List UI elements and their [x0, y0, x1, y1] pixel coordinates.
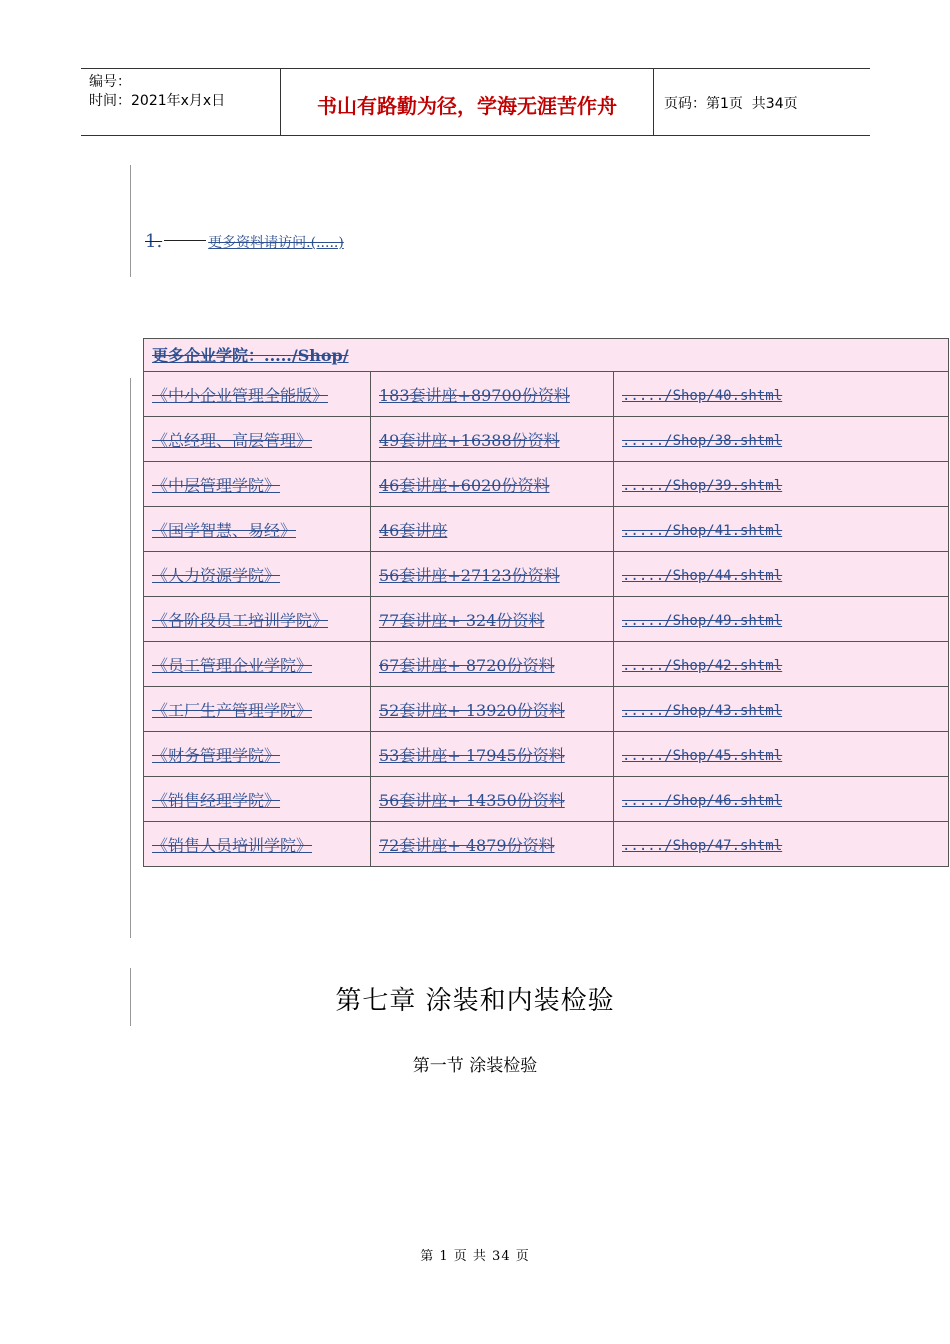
course-url[interactable]: ...../Shop/49.shtml	[614, 597, 949, 642]
course-count[interactable]: 49套讲座+16388份资料	[371, 417, 614, 462]
number-label: 编号：	[89, 74, 131, 90]
course-count[interactable]: 77套讲座+ 324份资料	[371, 597, 614, 642]
table-row	[144, 417, 949, 462]
table-row	[144, 507, 949, 552]
course-url[interactable]: ...../Shop/46.shtml	[614, 777, 949, 822]
header-meta	[81, 69, 281, 135]
time-label: 时间：2021年x月x日	[89, 93, 226, 109]
course-name[interactable]: 《总经理、高层管理》	[144, 417, 371, 462]
course-count[interactable]: 46套讲座+6020份资料	[371, 462, 614, 507]
course-name[interactable]: 《国学智慧、易经》	[144, 507, 371, 552]
course-count[interactable]: 183套讲座+89700份资料	[371, 372, 614, 417]
course-name[interactable]: 《员工管理企业学院》	[144, 642, 371, 687]
course-name[interactable]: 《销售人员培训学院》	[144, 822, 371, 867]
table-row	[144, 732, 949, 777]
course-name[interactable]: 《销售经理学院》	[144, 777, 371, 822]
course-url[interactable]: ...../Shop/40.shtml	[614, 372, 949, 417]
chapter-title: 第七章 涂装和内装检验	[335, 986, 615, 1016]
course-url[interactable]: ...../Shop/38.shtml	[614, 417, 949, 462]
margin-line-top	[130, 165, 131, 277]
header-motto: 书山有路勤为径，学海无涯苦作舟	[281, 69, 654, 135]
document-header	[81, 68, 870, 136]
course-name[interactable]: 《各阶段员工培训学院》	[144, 597, 371, 642]
course-count[interactable]: 67套讲座+ 8720份资料	[371, 642, 614, 687]
page-label: 页码：第1页 共34页	[664, 96, 798, 112]
course-count[interactable]: 52套讲座+ 13920份资料	[371, 687, 614, 732]
course-url[interactable]: ...../Shop/43.shtml	[614, 687, 949, 732]
course-url[interactable]: ...../Shop/47.shtml	[614, 822, 949, 867]
table-row	[144, 552, 949, 597]
course-url[interactable]: ...../Shop/44.shtml	[614, 552, 949, 597]
course-url[interactable]: ...../Shop/41.shtml	[614, 507, 949, 552]
course-url[interactable]: ...../Shop/39.shtml	[614, 462, 949, 507]
table-row	[144, 777, 949, 822]
header-page-info	[654, 69, 870, 135]
course-name[interactable]: 《中小企业管理全能版》	[144, 372, 371, 417]
course-name[interactable]: 《人力资源学院》	[144, 552, 371, 597]
table-row	[144, 462, 949, 507]
course-count[interactable]: 46套讲座	[371, 507, 614, 552]
table-header-row	[144, 339, 949, 372]
margin-line-mid	[130, 378, 131, 938]
table-row	[144, 822, 949, 867]
course-count[interactable]: 56套讲座+ 14350份资料	[371, 777, 614, 822]
table-header-link[interactable]: 更多企业学院：...../Shop/	[144, 339, 949, 372]
table-row	[144, 597, 949, 642]
course-name[interactable]: 《工厂生产管理学院》	[144, 687, 371, 732]
table-row	[144, 642, 949, 687]
table-row	[144, 372, 949, 417]
course-name[interactable]: 《财务管理学院》	[144, 732, 371, 777]
page-footer: 第 1 页 共 34 页	[420, 1249, 530, 1264]
course-count[interactable]: 53套讲座+ 17945份资料	[371, 732, 614, 777]
resource-table	[143, 338, 949, 867]
table-row	[144, 687, 949, 732]
visit-link-line	[145, 231, 344, 252]
course-count[interactable]: 72套讲座+ 4879份资料	[371, 822, 614, 867]
section-title: 第一节 涂装检验	[412, 1056, 538, 1076]
course-name[interactable]: 《中层管理学院》	[144, 462, 371, 507]
tab-leader	[164, 240, 206, 241]
course-url[interactable]: ...../Shop/42.shtml	[614, 642, 949, 687]
course-count[interactable]: 56套讲座+27123份资料	[371, 552, 614, 597]
visit-link[interactable]: 更多资料请访问.(.....)	[208, 235, 344, 251]
course-url[interactable]: ...../Shop/45.shtml	[614, 732, 949, 777]
list-number: 1.	[145, 231, 163, 252]
